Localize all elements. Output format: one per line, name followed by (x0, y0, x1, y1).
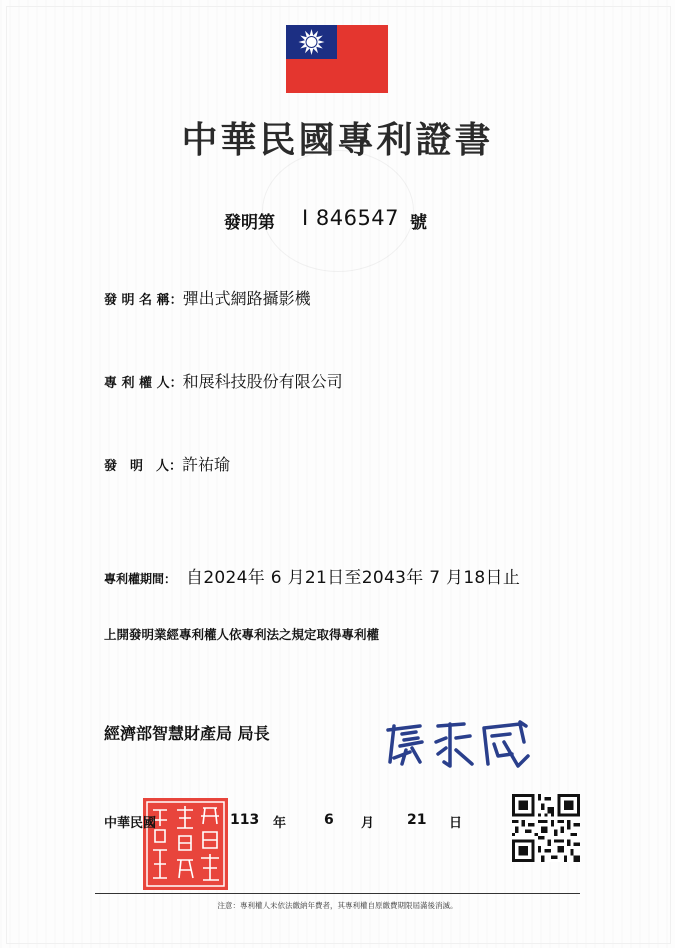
date-era: 中華民國 (104, 816, 157, 831)
white-sun-icon (286, 25, 337, 59)
patent-number-label: 發明第 (224, 213, 275, 233)
certificate-title: 中華民國專利證書 (181, 119, 494, 161)
flag-canton (286, 25, 337, 59)
date-day: 21 (407, 812, 427, 828)
roc-flag-icon (286, 25, 388, 93)
field-label: 發 明 名 稱： (104, 293, 183, 308)
date-month: 6 (324, 812, 334, 828)
patent-number-suffix: 號 (410, 213, 427, 233)
date-month-unit: 月 (361, 816, 375, 831)
patent-number: I 846547 (302, 206, 400, 230)
patentee-field (104, 369, 343, 392)
bureau-director: 經濟部智慧財產局 局長 (104, 724, 270, 743)
term-value: 自2024年 6 月21日至2043年 7 月18日止 (186, 568, 521, 588)
term-label: 專利權期間： (104, 572, 177, 586)
qr-code-icon (512, 794, 580, 862)
date-year: 113 (230, 812, 260, 828)
field-label: 專 利 權 人： (104, 376, 183, 391)
patent-term (104, 563, 520, 588)
field-value: 彈出式網路攝影機 (182, 289, 311, 308)
grant-statement: 上開發明業經專利權人依專利法之規定取得專利權 (104, 627, 380, 642)
footer-note: 注意：專利權人未依法繳納年費者，其專利權自原繳費期限屆滿後消滅。 (217, 901, 458, 910)
field-value: 許祐瑜 (182, 455, 231, 474)
date-day-unit: 日 (449, 816, 463, 831)
invention-name-field (104, 286, 311, 309)
director-signature (380, 712, 540, 772)
field-value: 和展科技股份有限公司 (182, 372, 343, 391)
date-year-unit: 年 (273, 816, 287, 831)
field-label: 發 明 人： (104, 459, 183, 474)
inventor-field (104, 452, 230, 475)
footer-divider (95, 893, 580, 894)
